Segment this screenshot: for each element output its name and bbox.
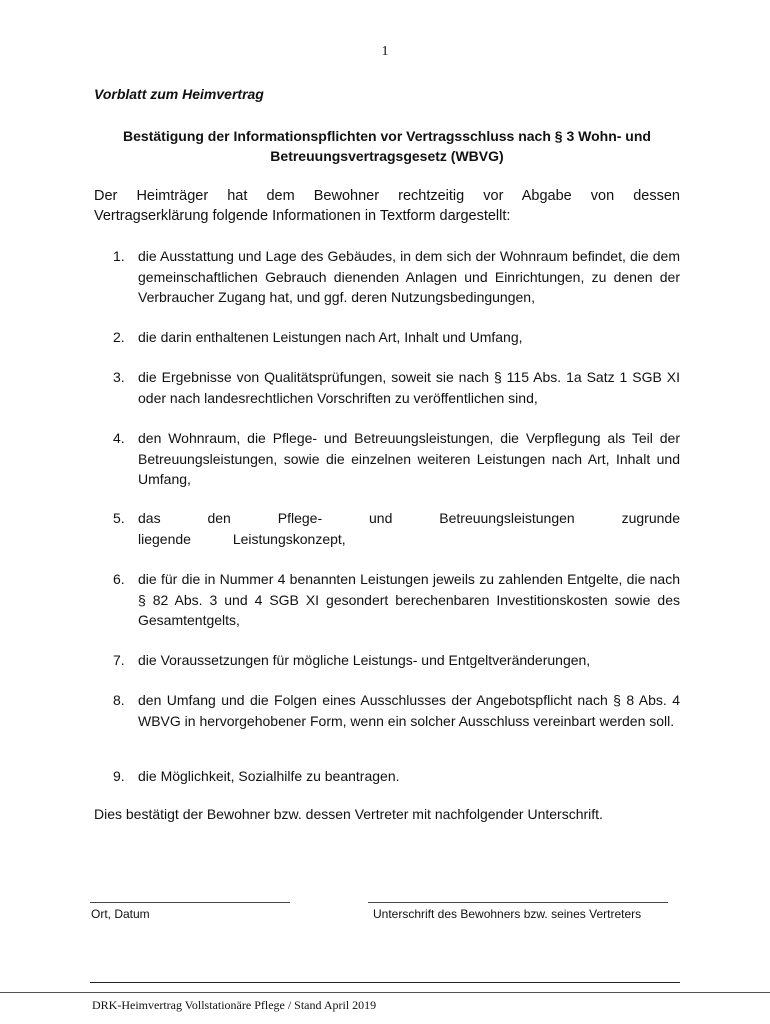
intro-line-2: Vertragserklärung folgende Informationen in Textform dargestellt: (94, 208, 511, 224)
document-heading (94, 126, 680, 166)
cover-title: Vorblatt zum Heimvertrag (94, 86, 264, 102)
heading-line-2: Betreuungsvertragsgesetz (WBVG) (270, 148, 504, 164)
place-date-signature-line (90, 902, 290, 903)
list-item-3 (113, 367, 680, 408)
place-date-label: Ort, Datum (91, 907, 150, 921)
list-item-text: die Möglichkeit, Sozialhilfe zu beantragen. (138, 768, 400, 784)
list-item-text: die Voraussetzungen für mögliche Leistungs- und Entgeltveränderungen, (138, 652, 591, 668)
intro-line-1: Der Heimträger hat dem Bewohner rechtzeitig vor Abgabe von dessen (94, 188, 680, 204)
list-item-1 (113, 246, 680, 308)
list-item-text: das den Pflege- und Betreuungsleistungen zugrunde liegende Leistungskonzept, (138, 510, 680, 547)
list-item-number: 6. (113, 571, 125, 587)
list-item-number: 1. (113, 248, 125, 264)
list-item-text: die Ausstattung und Lage des Gebäudes, in dem sich der Wohnraum befindet, die dem gemeinschaftlichen Gebrauch dienenden Anlagen und Einrichtungen, zu denen der Verbraucher Zugang hat, und ggf. deren Nutzungsbedingungen, (138, 248, 680, 305)
list-item-text: die für die in Nummer 4 benannten Leistungen jeweils zu zahlenden Entgelte, die nach § 82 Abs. 3 und 4 SGB XI gesondert berechenbaren Investitionskosten sowie des Gesamtentgelts, (138, 571, 680, 628)
list-item-7 (113, 650, 680, 671)
list-item-8 (113, 690, 680, 731)
page-number: 1 (381, 44, 389, 59)
footer-text: DRK-Heimvertrag Vollstationäre Pflege / Stand April 2019 (92, 998, 377, 1012)
list-item-number: 3. (113, 369, 125, 385)
footer-divider (90, 982, 680, 983)
list-item-number: 2. (113, 329, 125, 345)
closing-statement: Dies bestätigt der Bewohner bzw. dessen Vertreter mit nachfolgender Unterschrift. (94, 806, 603, 822)
list-item-9 (113, 766, 680, 787)
list-item-text: den Wohnraum, die Pflege- und Betreuungsleistungen, die Verpflegung als Teil der Betreuungsleistungen, sowie die einzelnen weiteren Leistungen nach Art, Inhalt und Umfang, (138, 430, 680, 487)
list-item-number: 5. (113, 510, 125, 526)
heading-line-1: Bestätigung der Informationspflichten vor Vertragsschluss nach § 3 Wohn- und (123, 128, 651, 144)
list-item-4 (113, 428, 680, 490)
list-item-number: 9. (113, 768, 125, 784)
list-item-number: 7. (113, 652, 125, 668)
resident-signature-label: Unterschrift des Bewohners bzw. seines Vertreters (373, 907, 642, 921)
list-item-text: die Ergebnisse von Qualitätsprüfungen, soweit sie nach § 115 Abs. 1a Satz 1 SGB XI oder nach landesrechtlichen Vorschriften zu veröffentlichen sind, (138, 369, 680, 406)
intro-paragraph (94, 186, 680, 226)
list-item-text: den Umfang und die Folgen eines Ausschlusses der Angebotspflicht nach § 8 Abs. 4 WBVG in hervorgehobener Form, wenn ein solcher Ausschluss vereinbart werden soll. (138, 692, 680, 729)
list-item-text: die darin enthaltenen Leistungen nach Art, Inhalt und Umfang, (138, 329, 523, 345)
resident-signature-line (368, 902, 668, 903)
list-item-number: 4. (113, 430, 125, 446)
list-item-2 (113, 327, 680, 348)
list-item-number: 8. (113, 692, 125, 708)
list-item-6 (113, 569, 680, 631)
page-edge-divider (0, 992, 770, 993)
list-item-5 (113, 508, 680, 549)
